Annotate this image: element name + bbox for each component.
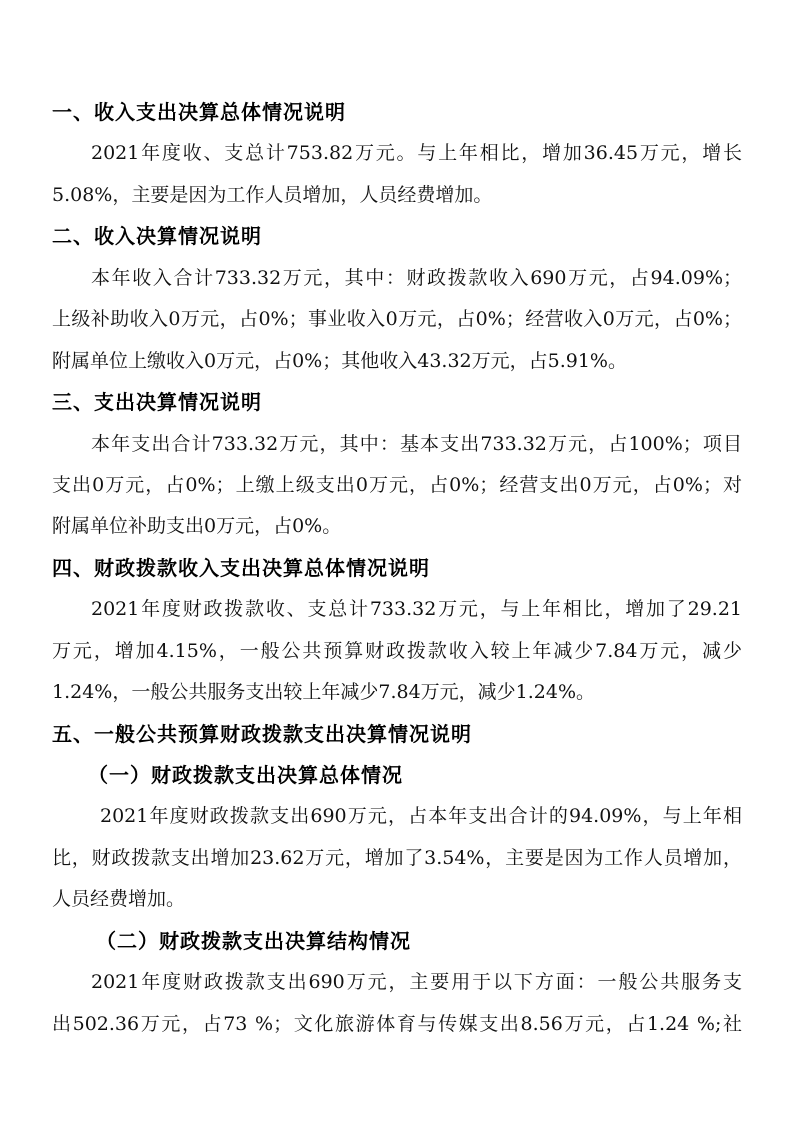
subsection-1-paragraph-line: 2021年度财政拨款支出690万元，占本年支出合计的94.09%，与上年相 [100, 805, 742, 828]
section-3-heading: 三、支出决算情况说明 [52, 390, 262, 415]
section-2-heading: 二、收入决算情况说明 [52, 224, 262, 249]
section-2-paragraph-line: 附属单位上缴收入0万元，占0%；其他收入43.32万元，占5.91%。 [52, 349, 627, 372]
section-3-paragraph-line: 本年支出合计733.32万元，其中：基本支出733.32万元，占100%；项目 [91, 432, 742, 455]
subsection-2-heading: （二）财政拨款支出决算结构情况 [96, 928, 411, 953]
section-1-paragraph-line: 5.08%，主要是因为工作人员增加，人员经费增加。 [52, 183, 493, 206]
section-5-heading: 五、一般公共预算财政拨款支出决算情况说明 [52, 721, 472, 746]
subsection-2-paragraph-line: 2021年度财政拨款支出690万元，主要用于以下方面：一般公共服务支 [91, 971, 742, 994]
section-4-paragraph-line: 万元，增加4.15%，一般公共预算财政拨款收入较上年减少7.84万元，减少 [52, 639, 742, 662]
section-4-heading: 四、财政拨款收入支出决算总体情况说明 [52, 555, 430, 580]
subsection-1-paragraph-line: 人员经费增加。 [52, 888, 186, 911]
section-1-heading: 一、收入支出决算总体情况说明 [52, 100, 346, 124]
section-2-paragraph-line: 上级补助收入0万元，占0%；事业收入0万元，占0%；经营收入0万元，占0%； [52, 308, 742, 331]
subsection-2-paragraph-line: 出502.36万元，占73 %；文化旅游体育与传媒支出8.56万元，占1.24 %;社 [52, 1012, 742, 1035]
section-4-paragraph-line: 1.24%，一般公共服务支出较上年减少7.84万元，减少1.24%。 [52, 681, 596, 704]
section-1-paragraph-line: 2021年度收、支总计753.82万元。与上年相比，增加36.45万元，增长 [91, 142, 742, 165]
subsection-1-paragraph-line: 比，财政拨款支出增加23.62万元，增加了3.54%，主要是因为工作人员增加， [52, 846, 742, 869]
subsection-1-heading: （一）财政拨款支出决算总体情况 [88, 763, 403, 787]
section-2-paragraph-line: 本年收入合计733.32万元，其中：财政拨款收入690万元，占94.09%； [91, 266, 742, 289]
section-3-paragraph-line: 附属单位补助支出0万元，占0%。 [52, 515, 342, 538]
document-body [52, 92, 742, 1045]
section-4-paragraph-line: 2021年度财政拨款收、支总计733.32万元，与上年相比，增加了29.21 [91, 598, 742, 621]
section-3-paragraph-line: 支出0万元，占0%；上缴上级支出0万元，占0%；经营支出0万元，占0%；对 [52, 473, 742, 496]
